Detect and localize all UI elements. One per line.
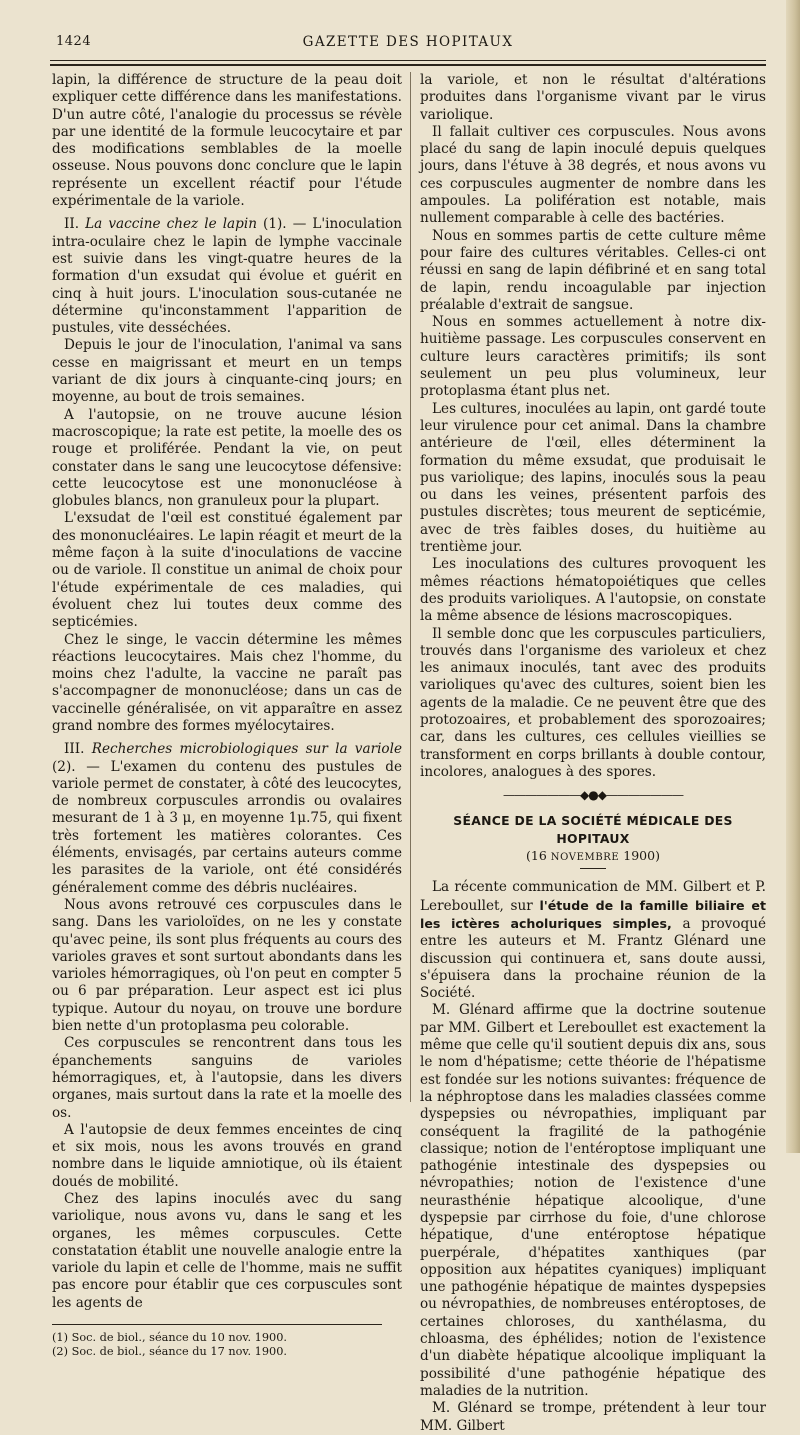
paragraph: Les cultures, inoculées au lapin, ont gardé toute leur virulence pour cet animal. Dans la chambre antérieure de l'œil, elles déterminent la formation du même exsudat, que produisait le pus variolique; des lapins, inoculés sous la peau ou dans les veines, présentent parfois des pustules discrètes; tous meurent de septicémie, avec de très faibles doses, du huitième au trentième jour. [420, 400, 766, 556]
paragraph: Ces corpuscules se rencontrent dans tous les épanchements sanguins de varioles hémorragiques, et, à l'autopsie, dans les divers organes, mais surtout dans la rate et la moelle des os. [52, 1035, 402, 1121]
date-month: NOVEMBRE [550, 852, 620, 864]
section-iii-paragraph [52, 741, 402, 897]
section-ornament: ———————◆●◆——————— [503, 788, 683, 803]
paragraph: la variole, et non le résultat d'altérations produites dans l'organisme vivant par le virus variolique. [420, 72, 766, 123]
date-day: (16 [526, 848, 547, 864]
paragraph: Depuis le jour de l'inoculation, l'animal va sans cesse en maigrissant et meurt en un temps variant de dix jours à cinquante-cinq jours; en moyenne, au bout de trois semaines. [52, 337, 402, 406]
paragraph: Les inoculations des cultures provoquent les mêmes réactions hématopoiétiques que celles des produits varioliques. A l'autopsie, on constate la même absence de lésions macroscopiques. [420, 556, 766, 625]
footnote-reference: (1). [263, 216, 287, 233]
header-rule-thick [50, 64, 766, 66]
section-text: — L'examen du contenu des pustules de variole permet de constater, à côté des leucocytes, de nombreux corpuscules arrondis ou ovalaires mesurant de 1 à 3 μ, en moyenne 1μ.75, qui fixent très fortement les matières colorantes. Ces éléments, envisagés, par certains auteurs comme les parasites de la variole, ont été considérés généralement comme des débris nucléaires. [52, 758, 402, 896]
page-header [50, 34, 766, 58]
paragraph: Il fallait cultiver ces corpuscules. Nous avons placé du sang de lapin inoculé depuis quelques jours, dans l'étuve à 38 degrés, et nous avons vu ces corpuscules augmenter de nombre dans les ampoules. La polifération est notable, mais nullement comparable à celle des bactéries. [420, 123, 766, 227]
paragraph: lapin, la différence de structure de la peau doit expliquer cette différence dans les manifestations. D'un autre côté, l'analogie du processus se révèle par une identité de la formule leucocytaire et par des modifications semblables de la moelle osseuse. Nous pouvons donc conclure que le lapin représente un excellent réactif pour l'étude expérimentale de la variole. [52, 72, 402, 210]
paragraph: A l'autopsie de deux femmes enceintes de cinq et six mois, nous les avons trouvés en grand nombre dans le liquide amniotique, où ils étaient doués de mobilité. [52, 1121, 402, 1190]
date-year: 1900) [623, 848, 660, 864]
footnote-rule [52, 1324, 382, 1325]
paragraph: Nous avons retrouvé ces corpuscules dans le sang. Dans les varioloïdes, on ne les y constate qu'avec peine, ils sont plus fréquents au cours des varioles graves et sont surtout abondants dans les varioles hémorragiques, où l'on peut en compter 5 ou 6 par préparation. Leur aspect est ici plus typique. Autour du noyau, on trouve une bordure bien nette d'un protoplasma peu colorable. [52, 896, 402, 1035]
right-column [420, 72, 766, 1435]
header-rule-thin [50, 60, 766, 61]
paragraph: A l'autopsie, on ne trouve aucune lésion macroscopique; la rate est petite, la moelle des os rouge et proliférée. Pendant la vie, on peut constater dans le sang une leucocytose défensive: cette leucocytose est une mononucléose à globules blancs, non granuleux pour la plupart. [52, 406, 402, 510]
section-date [420, 847, 766, 866]
paragraph-text: La récente communication de MM. Gilbert et P. Lereboullet, sur [420, 879, 766, 914]
paragraph: Nous en sommes actuellement à notre dix-huitième passage. Les corpuscules conservent en culture leurs caractères primitifs; ils sont seulement un peu plus volumineux, leur protoplasma étant plus net. [420, 314, 766, 400]
paragraph: Il semble donc que les corpuscules particuliers, trouvés dans l'organisme des varioleux et chez les animaux inoculés, tant avec des produits varioliques qu'avec des cultures, soient bien les agents de la maladie. Ce ne peuvent être que des protozoaires, et probablement des sporozoaires; car, dans les cultures, ces cellules vieillies se transforment en corps brillants à double contour, incolores, analogues à des spores. [420, 625, 766, 780]
paragraph: M. Glénard affirme que la doctrine soutenue par MM. Gilbert et Lereboullet est exactement la même que celle qu'il soutient depuis dix ans, sous le nom d'hépatisme; cette théorie de l'hépatisme est fondée sur les notions suivantes: fréquence de la néphroptose dans les maladies classées comme dyspepsies ou névropathies, impliquant par conséquent la fragilité de la pathogénie classique; notion de l'entéroptose impliquant une pathogénie intestinale des dyspepsies ou névropathies; notion de l'existence d'une neurasthénie hépatique alcoolique, d'une dyspepsie par cirrhose du foie, d'une chlorose hépatique, d'une entéroptose hépatique puerpérale, d'hépatites xanthiques (par opposition aux hépatites cyaniques) impliquant une pathogénie hépatique de maintes dyspepsies ou névropathies, de nombreuses entéroptoses, de certaines chloroses, du xanthélasma, du chloasma, des éphélides; notion de l'existence d'un diabète hépatique alcoolique impliquant la possibilité d'une pathogénie hépatique des maladies de la nutrition. [420, 1002, 766, 1399]
running-title: GAZETTE DES HOPITAUX [302, 34, 514, 50]
bold-subject: l'étude de la famille biliaire et les ictères acholuriques simples, [420, 897, 766, 931]
section-text: — L'inoculation intra-oculaire chez le lapin de lymphe vaccinale est suivie dans les vingt-quatre heures de la formation d'un exsudat qui évolue et guérit en cinq à huit jours. L'inoculation sous-cutanée ne détermine qu'inconstamment l'apparition de pustules, vite desséchées. [52, 216, 402, 337]
column-separator [410, 72, 411, 1102]
footnote-1: (1) Soc. de biol., séance du 10 nov. 1900. [52, 1331, 287, 1345]
page-number: 1424 [56, 34, 92, 49]
paragraph: M. Glénard se trompe, prétendent à leur tour MM. Gilbert [420, 1400, 766, 1434]
section-number: II. [64, 216, 80, 233]
paragraph [420, 879, 766, 1002]
footnote-reference: (2). [52, 758, 76, 775]
section-heading: SÉANCE DE LA SOCIÉTÉ MÉDICALE DES HOPITAUX [453, 813, 733, 846]
paragraph: Nous en sommes partis de cette culture même pour faire des cultures véritables. Celles-ci ont réussi en sang de lapin défibriné et en sang total de lapin, rendu incoagulable par injection préalable d'extrait de sangsue. [420, 227, 766, 313]
paragraph: Chez des lapins inoculés avec du sang variolique, nous avons vu, dans le sang et les organes, les mêmes corpuscules. Cette constatation établit une nouvelle analogie entre la variole du lapin et celle de l'homme, mais ne suffit pas encore pour établir que ces corpuscules sont les agents de [52, 1191, 402, 1311]
paragraph: L'exsudat de l'œil est constitué également par des mononucléaires. Le lapin réagit et meurt de la même façon à la suite d'inoculations de vaccine ou de variole. Il constitue un animal de choix pour l'étude expérimentale de ces maladies, qui évoluent chez lui toutes deux comme des septicémies. [52, 510, 402, 631]
footnote-2: (2) Soc. de biol., séance du 17 nov. 1900. [52, 1345, 287, 1359]
section-title: La vaccine chez le lapin [85, 216, 257, 233]
section-number: III. [64, 741, 85, 758]
left-column [52, 72, 402, 1359]
section-ii-paragraph [52, 216, 402, 337]
section-title: Recherches microbiologiques sur la variole [91, 741, 403, 758]
paragraph-text: a provoqué entre les auteurs et M. Frantz Glénard une discussion qui continuera et, sans doute aussi, s'épuisera dans la prochaine réunion de la Société. [420, 915, 766, 1002]
page-edge-shadow [786, 0, 800, 1153]
heading-rule [580, 868, 606, 869]
paragraph: Chez le singe, le vaccin détermine les mêmes réactions leucocytaires. Mais chez l'homme, du moins chez l'adulte, la vaccine ne paraît pas s'accompagner de mononucléose; dans un cas de vaccinelle généralisée, on vit apparaître en assez grand nombre des formes myélocytaires. [52, 631, 402, 734]
